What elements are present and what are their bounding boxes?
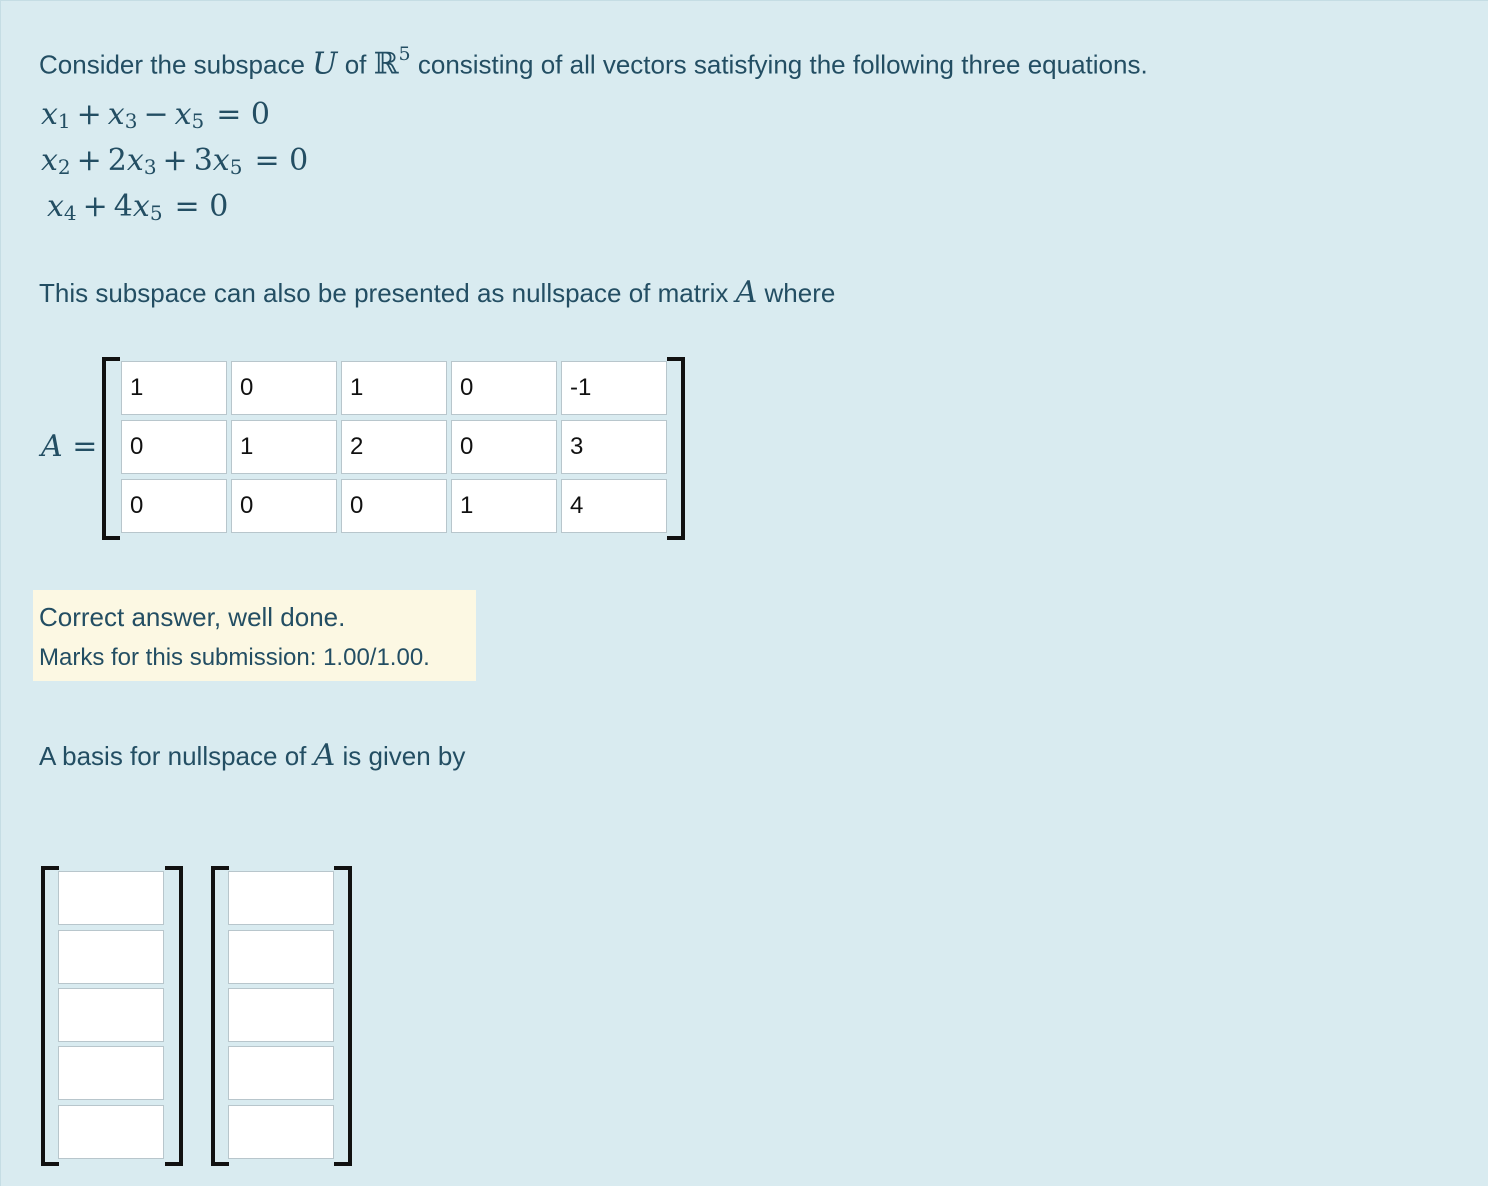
matrix-cell-r2-c1[interactable]: 0 (121, 420, 227, 474)
nullspace-post: where (757, 278, 836, 308)
intro-pre: Consider the subspace (39, 49, 313, 80)
matrix-cell-r2-c5[interactable]: 3 (561, 420, 667, 474)
basis2-input-3[interactable] (228, 988, 334, 1042)
equation-3 (47, 189, 228, 227)
matrix-cell-r2-c2[interactable]: 1 (231, 420, 337, 474)
matrix-cell-r3-c2[interactable]: 0 (231, 479, 337, 533)
matrix-cell-r3-c1[interactable]: 0 (121, 479, 227, 533)
basis1-left-bracket (41, 866, 59, 1166)
operator: + (82, 189, 108, 224)
basis2-input-4[interactable] (228, 1046, 334, 1100)
intro-post: consisting of all vectors satisfying the following three equations. (410, 49, 1148, 80)
field-exponent: 5 (398, 43, 411, 65)
term: $x_2$ (41, 143, 71, 179)
intro-text (39, 42, 1148, 81)
equation-rhs: = 0 (216, 97, 271, 132)
equation-2 (41, 143, 308, 181)
term: $2x_3$ (107, 143, 157, 179)
matrix-cell-r1-c1[interactable]: 1 (121, 361, 227, 415)
basis1-right-bracket (165, 866, 183, 1166)
var-a-basis: A (313, 738, 336, 773)
basis1-input-2[interactable] (58, 930, 164, 984)
intro-of: of (337, 49, 374, 80)
field-r: ℝ (373, 46, 399, 82)
matrix-cell-r1-c3[interactable]: 1 (341, 361, 447, 415)
term: $4x_5$ (113, 189, 163, 225)
operator: + (76, 97, 102, 132)
basis-pre: A basis for nullspace of (39, 741, 314, 771)
term: $3x_5$ (193, 143, 243, 179)
var-u: U (312, 46, 338, 82)
basis1-input-3[interactable] (58, 988, 164, 1042)
matrix-cell-r2-c3[interactable]: 2 (341, 420, 447, 474)
matrix-cell-r1-c5[interactable]: -1 (561, 361, 667, 415)
feedback-message: Correct answer, well done. (39, 602, 346, 632)
feedback-marks: Marks for this submission: 1.00/1.00. (39, 644, 430, 671)
matrix-cell-r1-c4[interactable]: 0 (451, 361, 557, 415)
nullspace-text (39, 277, 835, 309)
matrix-label: A = (41, 429, 98, 464)
matrix-label-var: A (41, 429, 63, 464)
basis-text (39, 740, 465, 772)
matrix-cell-r3-c4[interactable]: 1 (451, 479, 557, 533)
term: $x_1$ (41, 97, 71, 133)
matrix-right-bracket (667, 357, 685, 540)
matrix-left-bracket (102, 357, 120, 540)
basis1-input-4[interactable] (58, 1046, 164, 1100)
term: $x_4$ (47, 189, 77, 225)
equation-rhs: = 0 (254, 143, 309, 178)
basis2-input-2[interactable] (228, 930, 334, 984)
nullspace-pre: This subspace can also be presented as nullspace of matrix (39, 278, 736, 308)
basis1-input-5[interactable] (58, 1105, 164, 1159)
basis2-input-1[interactable] (228, 871, 334, 925)
basis2-input-5[interactable] (228, 1105, 334, 1159)
feedback-box (33, 590, 476, 681)
basis1-input-1[interactable] (58, 871, 164, 925)
basis2-left-bracket (211, 866, 229, 1166)
matrix-cell-r3-c5[interactable]: 4 (561, 479, 667, 533)
basis2-right-bracket (334, 866, 352, 1166)
matrix-cell-r1-c2[interactable]: 0 (231, 361, 337, 415)
matrix-cell-r3-c3[interactable]: 0 (341, 479, 447, 533)
matrix-cell-r2-c4[interactable]: 0 (451, 420, 557, 474)
equation-rhs: = 0 (174, 189, 229, 224)
operator: + (76, 143, 102, 178)
term: $x_3$ (107, 97, 138, 133)
basis-post: is given by (335, 741, 466, 771)
term: $x_5$ (174, 97, 205, 133)
operator: + (162, 143, 188, 178)
var-a: A (735, 275, 758, 310)
operator: − (143, 97, 169, 132)
equation-1 (41, 97, 270, 135)
